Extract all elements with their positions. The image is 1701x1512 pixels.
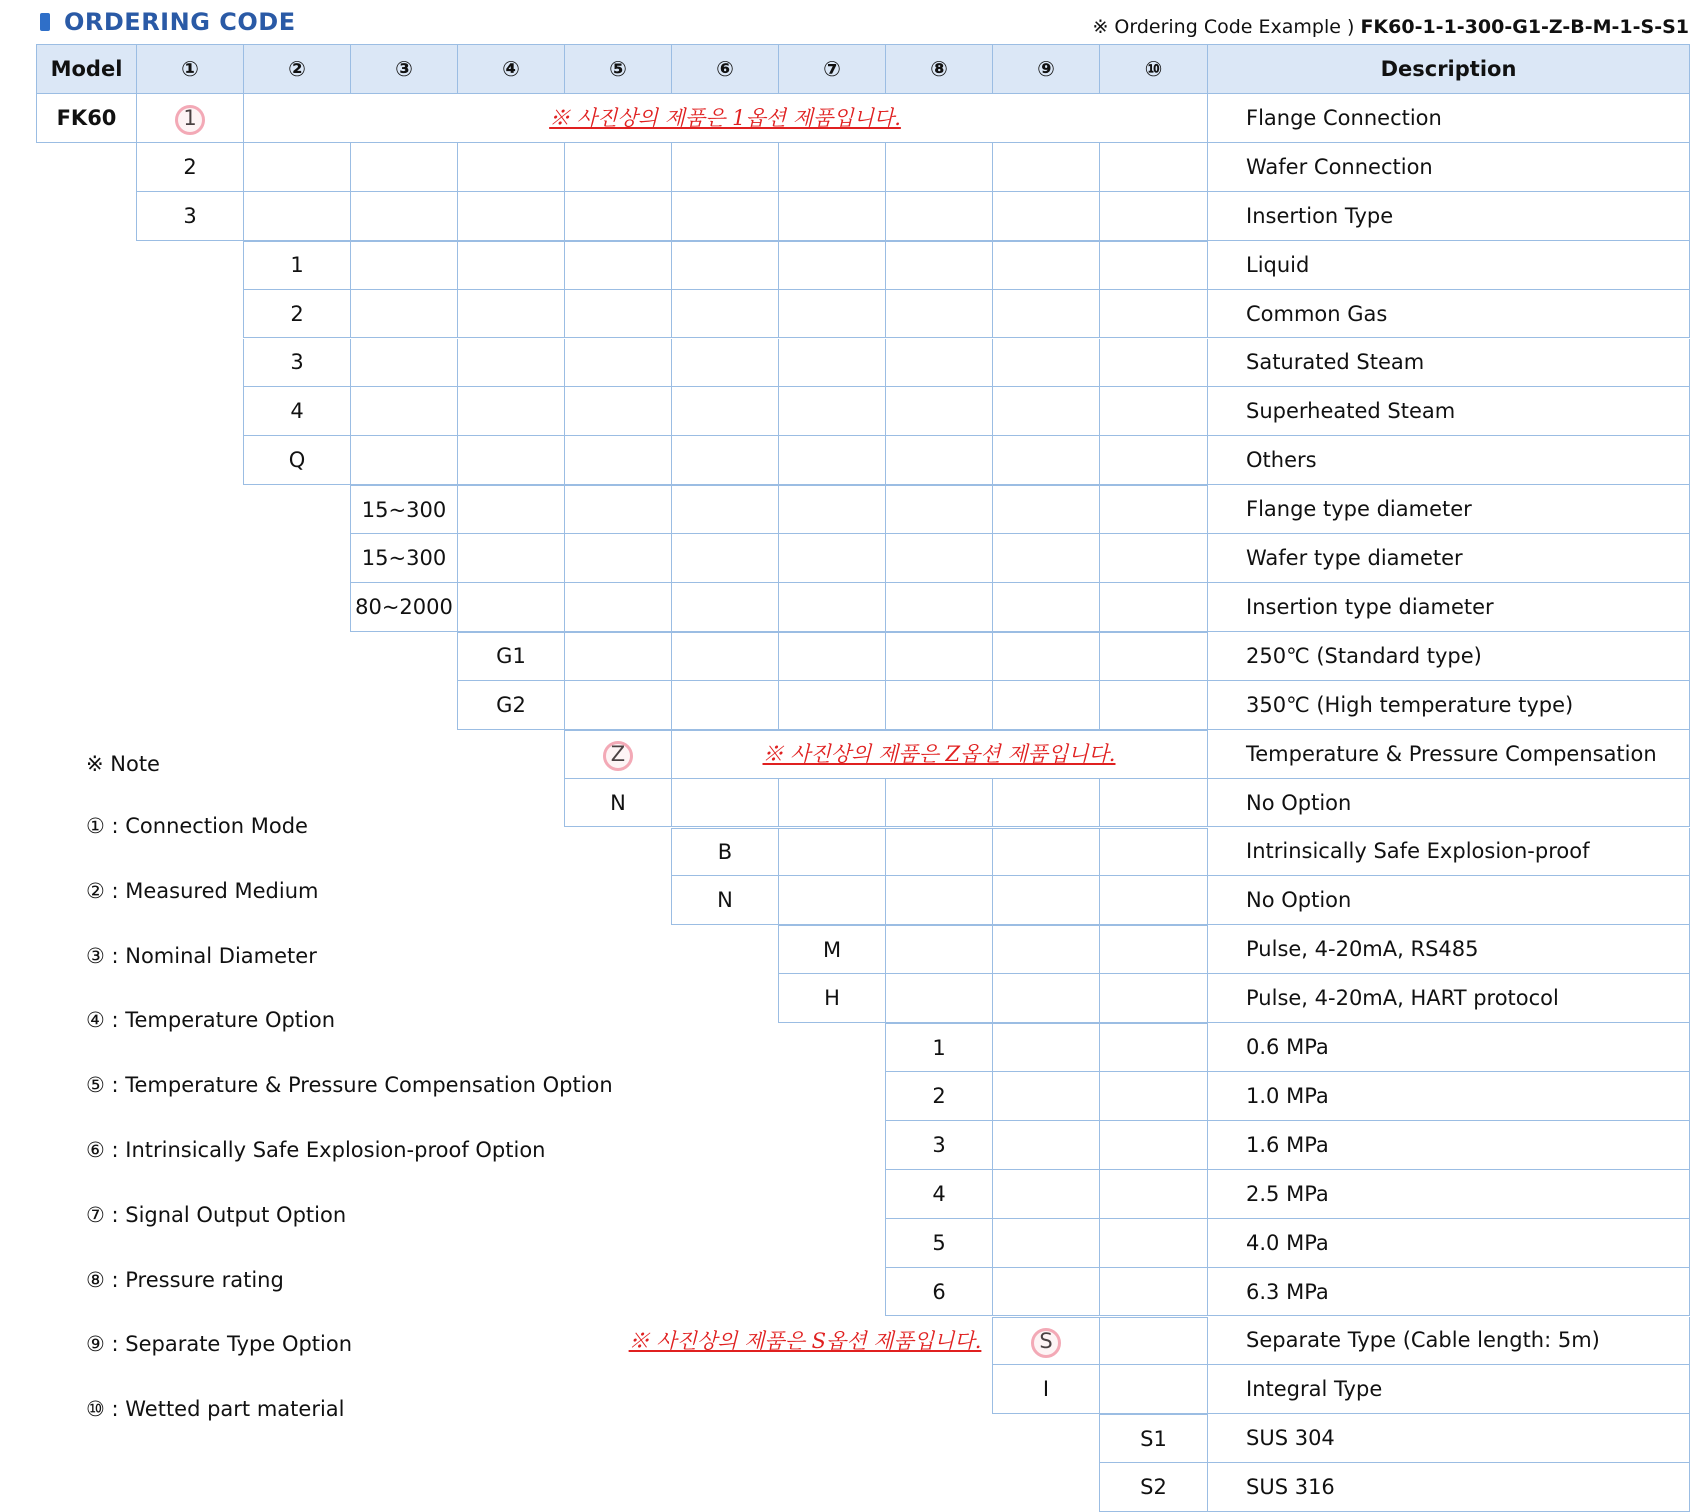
empty-cell bbox=[457, 143, 564, 192]
empty-cell bbox=[1099, 1365, 1207, 1414]
description-cell: Wafer type diameter bbox=[1207, 534, 1690, 583]
empty-cell bbox=[1099, 1317, 1207, 1366]
empty-cell bbox=[885, 534, 992, 583]
empty-cell bbox=[992, 583, 1099, 632]
empty-cell bbox=[1099, 632, 1207, 681]
empty-cell bbox=[1099, 1170, 1207, 1219]
code-cell: N bbox=[671, 876, 778, 925]
note-item: ② : Measured Medium bbox=[86, 878, 319, 903]
notes-title: ※ Note bbox=[86, 752, 160, 776]
note-item: ③ : Nominal Diameter bbox=[86, 943, 317, 968]
empty-cell bbox=[1099, 1268, 1207, 1317]
code-cell: S1 bbox=[1099, 1414, 1207, 1463]
empty-cell bbox=[564, 241, 671, 290]
note-item: ⑤ : Temperature & Pressure Compensation Option bbox=[86, 1073, 613, 1098]
empty-cell bbox=[992, 241, 1099, 290]
photo-option-note: ※ 사진상의 제품은 Z옵션 제품입니다. bbox=[762, 741, 1116, 766]
description-cell: Saturated Steam bbox=[1207, 339, 1690, 388]
section-marker-icon bbox=[40, 13, 50, 31]
description-cell: Wafer Connection bbox=[1207, 143, 1690, 192]
code-cell: G1 bbox=[457, 632, 564, 681]
empty-cell bbox=[992, 925, 1099, 974]
empty-cell bbox=[457, 192, 564, 241]
empty-cell bbox=[457, 241, 564, 290]
empty-cell bbox=[457, 436, 564, 485]
description-cell: Integral Type bbox=[1207, 1365, 1690, 1414]
description-cell: Pulse, 4-20mA, RS485 bbox=[1207, 925, 1690, 974]
column-header: ⑥ bbox=[671, 44, 778, 94]
empty-cell bbox=[1099, 192, 1207, 241]
empty-cell bbox=[778, 485, 885, 534]
empty-cell bbox=[1099, 290, 1207, 339]
empty-cell bbox=[885, 583, 992, 632]
empty-cell bbox=[564, 485, 671, 534]
empty-cell bbox=[457, 534, 564, 583]
section-title: ORDERING CODE bbox=[64, 8, 296, 36]
empty-cell bbox=[992, 632, 1099, 681]
code-cell: 3 bbox=[885, 1121, 992, 1170]
empty-cell bbox=[350, 339, 457, 388]
description-cell: Insertion Type bbox=[1207, 192, 1690, 241]
empty-cell bbox=[671, 339, 778, 388]
empty-cell bbox=[885, 681, 992, 730]
photo-option-note: ※ 사진상의 제품은 S옵션 제품입니다. bbox=[628, 1328, 982, 1353]
empty-cell bbox=[885, 485, 992, 534]
empty-cell bbox=[778, 387, 885, 436]
empty-cell bbox=[671, 485, 778, 534]
empty-cell bbox=[992, 779, 1099, 828]
note-item: ⑥ : Intrinsically Safe Explosion-proof Option bbox=[86, 1138, 546, 1162]
empty-cell bbox=[885, 632, 992, 681]
description-cell: Flange type diameter bbox=[1207, 485, 1690, 534]
column-header: ⑩ bbox=[1099, 44, 1207, 94]
column-header: ③ bbox=[350, 44, 457, 94]
empty-cell bbox=[778, 339, 885, 388]
code-cell: 4 bbox=[243, 387, 350, 436]
empty-cell bbox=[885, 436, 992, 485]
empty-cell bbox=[457, 583, 564, 632]
empty-cell bbox=[671, 779, 778, 828]
empty-cell bbox=[564, 583, 671, 632]
empty-cell bbox=[992, 436, 1099, 485]
empty-cell bbox=[1099, 681, 1207, 730]
check-stamp-icon bbox=[603, 741, 633, 771]
empty-cell bbox=[564, 534, 671, 583]
note-item: ⑧ : Pressure rating bbox=[86, 1267, 284, 1292]
empty-cell bbox=[1099, 974, 1207, 1023]
empty-cell bbox=[992, 1121, 1099, 1170]
empty-cell bbox=[1099, 1219, 1207, 1268]
empty-cell bbox=[992, 485, 1099, 534]
empty-cell bbox=[885, 974, 992, 1023]
empty-cell bbox=[992, 974, 1099, 1023]
empty-cell bbox=[778, 241, 885, 290]
empty-cell bbox=[885, 925, 992, 974]
empty-cell bbox=[778, 876, 885, 925]
description-cell: 0.6 MPa bbox=[1207, 1023, 1690, 1072]
code-cell: 1 bbox=[885, 1023, 992, 1072]
check-stamp-icon bbox=[1031, 1328, 1061, 1358]
column-header: ⑨ bbox=[992, 44, 1099, 94]
empty-cell bbox=[885, 241, 992, 290]
note-item: ⑨ : Separate Type Option bbox=[86, 1332, 353, 1357]
code-cell: 3 bbox=[136, 192, 243, 241]
empty-cell bbox=[350, 387, 457, 436]
empty-cell bbox=[564, 290, 671, 339]
code-cell: 2 bbox=[243, 290, 350, 339]
code-cell: N bbox=[564, 779, 671, 828]
description-cell: No Option bbox=[1207, 779, 1690, 828]
check-stamp-icon bbox=[175, 105, 205, 135]
code-cell: 2 bbox=[885, 1072, 992, 1121]
empty-cell bbox=[1099, 485, 1207, 534]
column-header: ⑦ bbox=[778, 44, 885, 94]
ordering-code-example bbox=[1092, 16, 1689, 38]
empty-cell bbox=[671, 632, 778, 681]
empty-cell bbox=[992, 1023, 1099, 1072]
empty-cell bbox=[885, 387, 992, 436]
empty-cell bbox=[1099, 387, 1207, 436]
empty-cell bbox=[992, 290, 1099, 339]
description-cell: 1.0 MPa bbox=[1207, 1072, 1690, 1121]
empty-cell bbox=[778, 534, 885, 583]
empty-cell bbox=[350, 436, 457, 485]
empty-cell bbox=[1099, 436, 1207, 485]
empty-cell bbox=[564, 387, 671, 436]
description-cell: 6.3 MPa bbox=[1207, 1268, 1690, 1317]
empty-cell bbox=[1099, 241, 1207, 290]
empty-cell bbox=[992, 1170, 1099, 1219]
column-header: Model bbox=[36, 44, 136, 94]
empty-cell bbox=[564, 143, 671, 192]
empty-cell bbox=[885, 192, 992, 241]
empty-cell bbox=[243, 192, 350, 241]
code-cell: 2 bbox=[136, 143, 243, 192]
empty-cell bbox=[885, 143, 992, 192]
empty-cell bbox=[778, 681, 885, 730]
note-item: ① : Connection Mode bbox=[86, 814, 308, 838]
code-cell: 15~300 bbox=[350, 485, 457, 534]
empty-cell bbox=[885, 828, 992, 877]
code-cell: G2 bbox=[457, 681, 564, 730]
photo-option-note: ※ 사진상의 제품은 1옵션 제품입니다. bbox=[549, 106, 901, 130]
description-cell: No Option bbox=[1207, 876, 1690, 925]
column-header: ① bbox=[136, 44, 243, 94]
code-cell: S2 bbox=[1099, 1463, 1207, 1512]
description-cell: Pulse, 4-20mA, HART protocol bbox=[1207, 974, 1690, 1023]
empty-cell bbox=[350, 143, 457, 192]
empty-cell bbox=[671, 534, 778, 583]
empty-cell bbox=[243, 143, 350, 192]
empty-cell bbox=[350, 192, 457, 241]
description-cell: Others bbox=[1207, 436, 1690, 485]
empty-cell bbox=[778, 143, 885, 192]
empty-cell bbox=[992, 1268, 1099, 1317]
section-header bbox=[40, 8, 296, 36]
empty-cell bbox=[992, 876, 1099, 925]
empty-cell bbox=[778, 436, 885, 485]
empty-cell bbox=[1099, 876, 1207, 925]
empty-cell bbox=[564, 436, 671, 485]
description-cell: 350℃ (High temperature type) bbox=[1207, 681, 1690, 730]
empty-cell bbox=[1099, 583, 1207, 632]
code-cell: 6 bbox=[885, 1268, 992, 1317]
description-cell: Intrinsically Safe Explosion-proof bbox=[1207, 828, 1690, 877]
description-cell: Common Gas bbox=[1207, 290, 1690, 339]
empty-cell bbox=[671, 681, 778, 730]
description-cell: 250℃ (Standard type) bbox=[1207, 632, 1690, 681]
empty-cell bbox=[778, 192, 885, 241]
empty-cell bbox=[778, 583, 885, 632]
code-cell: Z bbox=[564, 730, 671, 779]
empty-cell bbox=[671, 241, 778, 290]
empty-cell bbox=[992, 681, 1099, 730]
description-cell: SUS 304 bbox=[1207, 1414, 1690, 1463]
description-cell: 2.5 MPa bbox=[1207, 1170, 1690, 1219]
code-cell: B bbox=[671, 828, 778, 877]
code-cell: H bbox=[778, 974, 885, 1023]
empty-cell bbox=[350, 241, 457, 290]
empty-cell bbox=[671, 583, 778, 632]
empty-cell bbox=[778, 828, 885, 877]
empty-cell bbox=[671, 143, 778, 192]
empty-cell bbox=[992, 339, 1099, 388]
empty-cell bbox=[885, 290, 992, 339]
empty-cell bbox=[671, 387, 778, 436]
code-cell: S bbox=[992, 1317, 1099, 1366]
code-cell: Q bbox=[243, 436, 350, 485]
description-cell: Insertion type diameter bbox=[1207, 583, 1690, 632]
column-header: ④ bbox=[457, 44, 564, 94]
column-header: ⑤ bbox=[564, 44, 671, 94]
column-header: Description bbox=[1207, 44, 1690, 94]
column-header: ② bbox=[243, 44, 350, 94]
empty-cell bbox=[1099, 1121, 1207, 1170]
code-cell: I bbox=[992, 1365, 1099, 1414]
empty-cell bbox=[992, 828, 1099, 877]
empty-cell bbox=[885, 876, 992, 925]
empty-cell bbox=[992, 1072, 1099, 1121]
column-header: ⑧ bbox=[885, 44, 992, 94]
description-cell: Liquid bbox=[1207, 241, 1690, 290]
empty-cell bbox=[671, 436, 778, 485]
code-cell: 1 bbox=[136, 94, 243, 143]
description-cell: Separate Type (Cable length: 5m) bbox=[1207, 1317, 1690, 1366]
empty-cell bbox=[992, 192, 1099, 241]
description-cell: 1.6 MPa bbox=[1207, 1121, 1690, 1170]
empty-cell bbox=[992, 143, 1099, 192]
empty-cell bbox=[457, 290, 564, 339]
note-item: ④ : Temperature Option bbox=[86, 1008, 336, 1033]
example-label: ※ Ordering Code Example ) bbox=[1092, 16, 1355, 38]
description-cell: Temperature & Pressure Compensation bbox=[1207, 730, 1690, 779]
empty-cell bbox=[778, 779, 885, 828]
example-code: FK60-1-1-300-G1-Z-B-M-1-S-S1 bbox=[1360, 16, 1689, 38]
empty-cell bbox=[1099, 1072, 1207, 1121]
empty-cell bbox=[457, 485, 564, 534]
code-cell: 5 bbox=[885, 1219, 992, 1268]
description-cell: SUS 316 bbox=[1207, 1463, 1690, 1512]
empty-cell bbox=[1099, 339, 1207, 388]
code-cell: M bbox=[778, 925, 885, 974]
empty-cell bbox=[564, 192, 671, 241]
description-cell: Flange Connection bbox=[1207, 94, 1690, 143]
empty-cell bbox=[992, 387, 1099, 436]
empty-cell bbox=[671, 192, 778, 241]
note-item: ⑦ : Signal Output Option bbox=[86, 1202, 347, 1227]
empty-cell bbox=[564, 339, 671, 388]
empty-cell bbox=[992, 1219, 1099, 1268]
description-cell: Superheated Steam bbox=[1207, 387, 1690, 436]
code-cell: 4 bbox=[885, 1170, 992, 1219]
code-cell: 80~2000 bbox=[350, 583, 457, 632]
empty-cell bbox=[778, 290, 885, 339]
empty-cell bbox=[1099, 143, 1207, 192]
code-cell: 3 bbox=[243, 339, 350, 388]
empty-cell bbox=[671, 290, 778, 339]
empty-cell bbox=[778, 632, 885, 681]
code-cell: 15~300 bbox=[350, 534, 457, 583]
empty-cell bbox=[885, 779, 992, 828]
empty-cell bbox=[1099, 534, 1207, 583]
empty-cell bbox=[457, 387, 564, 436]
empty-cell bbox=[564, 632, 671, 681]
empty-cell bbox=[1099, 828, 1207, 877]
empty-cell bbox=[1099, 779, 1207, 828]
description-cell: 4.0 MPa bbox=[1207, 1219, 1690, 1268]
empty-cell bbox=[992, 534, 1099, 583]
empty-cell bbox=[1099, 1023, 1207, 1072]
empty-cell bbox=[350, 290, 457, 339]
empty-cell bbox=[1099, 925, 1207, 974]
empty-cell bbox=[457, 339, 564, 388]
empty-cell bbox=[564, 681, 671, 730]
code-cell: 1 bbox=[243, 241, 350, 290]
note-item: ⑩ : Wetted part material bbox=[86, 1397, 345, 1422]
empty-cell bbox=[885, 339, 992, 388]
model-cell: FK60 bbox=[36, 94, 136, 143]
